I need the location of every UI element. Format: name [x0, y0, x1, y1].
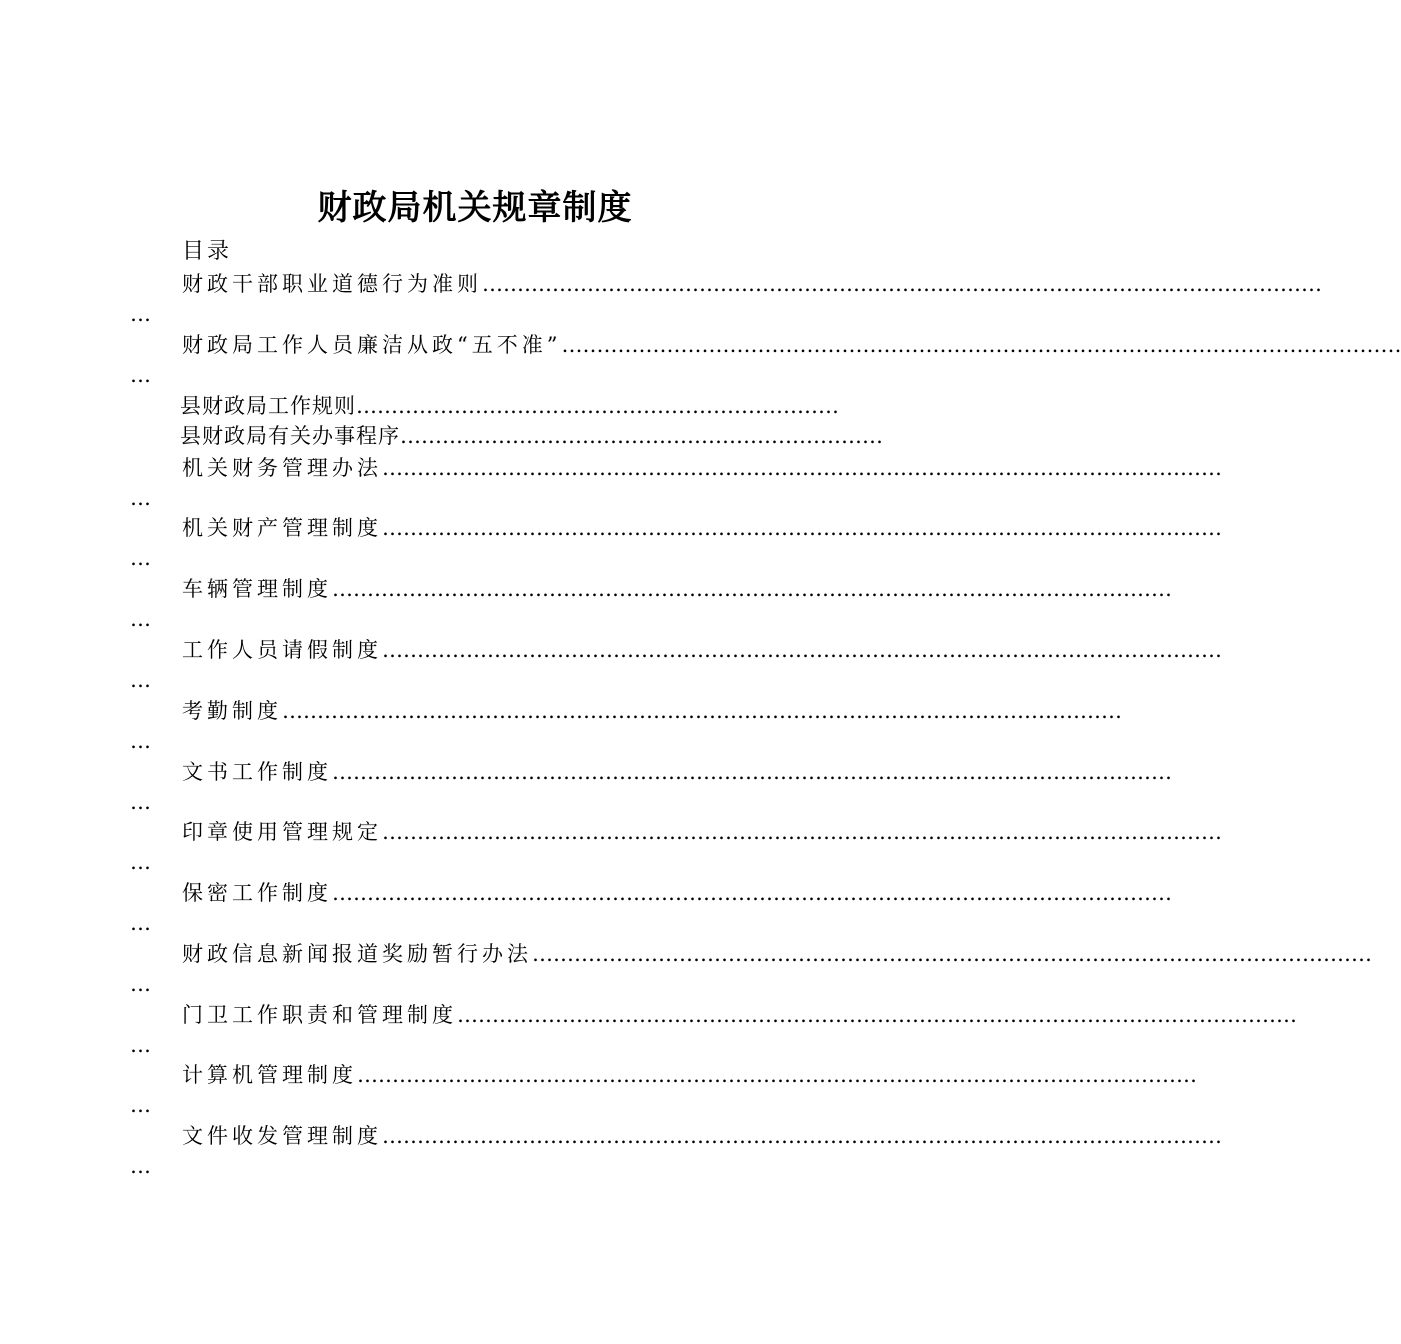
toc-wrap-dots: … [130, 1154, 151, 1178]
toc-leader-dots: ………………………………………………………………………………………………………… [332, 577, 1172, 601]
toc-entry[interactable] [130, 695, 1122, 757]
toc-wrap-dots: … [130, 911, 151, 935]
toc-heading: 目录 [182, 239, 233, 264]
toc-leader-dots: ………………………………………………………………………………………………………… [482, 272, 1322, 296]
toc-entry[interactable] [130, 329, 1401, 391]
toc-entry[interactable] [130, 512, 1222, 574]
toc-entry-label: 县财政局有关办事程序 [180, 424, 400, 448]
toc-entry[interactable] [130, 756, 1172, 818]
toc-entry-label: 机关财产管理制度 [182, 516, 382, 540]
toc-entry[interactable] [130, 999, 1297, 1061]
toc-leader-dots: …………………………………………………………… [400, 424, 883, 448]
toc-leader-dots: ………………………………………………………………………………………………………… [532, 942, 1372, 966]
toc-leader-dots: ………………………………………………………………………………………………………… [382, 638, 1222, 662]
toc-wrap-dots: … [130, 363, 151, 387]
toc-wrap-dots: … [130, 1033, 151, 1057]
toc-entry-label: 文书工作制度 [182, 760, 332, 784]
toc-entry[interactable] [130, 573, 1172, 635]
toc-wrap-dots: … [130, 486, 151, 510]
toc-wrap-dots: … [130, 972, 151, 996]
toc-entry[interactable] [130, 816, 1222, 878]
toc-entry-label: 机关财务管理办法 [182, 456, 382, 480]
toc-entry[interactable] [180, 421, 883, 451]
toc-leader-dots: ………………………………………………………………………………………………………… [332, 881, 1172, 905]
toc-entry-label: 文件收发管理制度 [182, 1124, 382, 1148]
toc-leader-dots: ………………………………………………………………………………………………………… [382, 456, 1222, 480]
toc-entry-label: 财政局工作人员廉洁从政“五不准” [182, 333, 562, 357]
toc-leader-dots: ………………………………………………………………………………………………………… [357, 1063, 1197, 1087]
toc-entry-label: 保密工作制度 [182, 881, 332, 905]
toc-entry-label: 印章使用管理规定 [182, 820, 382, 844]
toc-entry-label: 门卫工作职责和管理制度 [182, 1003, 457, 1027]
toc-entry-label: 考勤制度 [182, 699, 282, 723]
toc-entry-label: 车辆管理制度 [182, 577, 332, 601]
toc-leader-dots: ………………………………………………………………………………………………………… [332, 760, 1172, 784]
toc-entry[interactable] [130, 268, 1322, 330]
toc-entry[interactable] [130, 1059, 1197, 1121]
toc-entry-label: 计算机管理制度 [182, 1063, 357, 1087]
toc-wrap-dots: … [130, 302, 151, 326]
toc-wrap-dots: … [130, 850, 151, 874]
document-title: 财政局机关规章制度 [317, 188, 633, 228]
toc-entry[interactable] [130, 452, 1222, 514]
toc-leader-dots: ………………………………………………………………………………………………………… [382, 516, 1222, 540]
toc-leader-dots: ………………………………………………………………………………………………………… [282, 699, 1122, 723]
toc-entry[interactable] [180, 391, 839, 421]
toc-entry-label: 县财政局工作规则 [180, 394, 356, 418]
toc-wrap-dots: … [130, 729, 151, 753]
toc-wrap-dots: … [130, 1093, 151, 1117]
toc-entry[interactable] [130, 938, 1372, 1000]
toc-entry[interactable] [130, 1120, 1222, 1182]
toc-entry-label: 财政干部职业道德行为准则 [182, 272, 482, 296]
toc-entry-label: 工作人员请假制度 [182, 638, 382, 662]
toc-leader-dots: …………………………………………………………… [356, 394, 839, 418]
toc-wrap-dots: … [130, 607, 151, 631]
toc-leader-dots: ………………………………………………………………………………………………………… [457, 1003, 1297, 1027]
toc-wrap-dots: … [130, 546, 151, 570]
toc-entry[interactable] [130, 634, 1222, 696]
toc-leader-dots: ………………………………………………………………………………………………………… [561, 333, 1401, 357]
toc-entry-label: 财政信息新闻报道奖励暂行办法 [182, 942, 532, 966]
toc-leader-dots: ………………………………………………………………………………………………………… [382, 1124, 1222, 1148]
toc-leader-dots: ………………………………………………………………………………………………………… [382, 820, 1222, 844]
toc-wrap-dots: … [130, 668, 151, 692]
toc-wrap-dots: … [130, 790, 151, 814]
toc-entry[interactable] [130, 877, 1172, 939]
